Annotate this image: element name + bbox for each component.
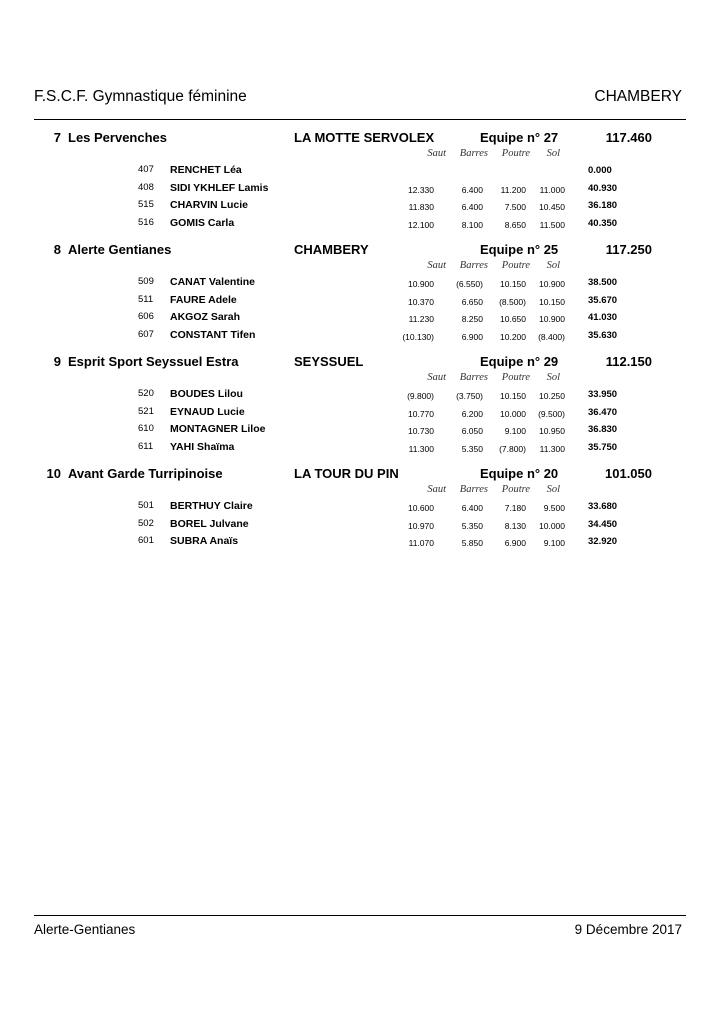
apparatus-label: Barres: [459, 372, 488, 383]
gymnast-row: [0, 292, 724, 310]
apparatus-label: Sol: [546, 372, 560, 383]
apparatus-score: 6.900: [461, 331, 483, 342]
apparatus-label: Saut: [427, 148, 446, 159]
apparatus-label: Poutre: [501, 148, 530, 159]
apparatus-score: 5.350: [461, 443, 483, 454]
gymnast-number: 606: [138, 311, 154, 322]
team-block: [0, 242, 724, 344]
apparatus-score: 11.070: [408, 538, 434, 548]
apparatus-score: 8.130: [504, 520, 526, 531]
competition-date: 9 Décembre 2017: [574, 922, 682, 937]
apparatus-header: [0, 148, 724, 162]
team-city: LA MOTTE SERVOLEX: [294, 130, 435, 145]
apparatus-score: 11.830: [408, 202, 434, 212]
gymnast-name: BOREL Julvane: [170, 517, 249, 530]
apparatus-score: 10.950: [539, 426, 565, 436]
header-divider: [34, 119, 686, 120]
apparatus-score: 10.250: [539, 391, 565, 401]
gymnast-row: [0, 421, 724, 439]
apparatus-score: 10.150: [500, 391, 526, 401]
gymnast-total: 38.500: [588, 277, 618, 288]
apparatus-score: 10.900: [539, 314, 565, 324]
apparatus-score: 9.100: [543, 538, 565, 548]
page-footer: [34, 922, 682, 942]
apparatus-score: 6.400: [461, 503, 483, 513]
gymnast-total: 34.450: [588, 518, 618, 530]
gymnast-row: [0, 498, 724, 516]
gymnast-total: 36.180: [588, 200, 618, 211]
apparatus-label: Poutre: [501, 484, 530, 495]
team-number: Equipe n° 27: [480, 130, 559, 145]
team-total: 101.050: [605, 466, 652, 481]
gymnast-number: 610: [138, 423, 154, 434]
team-city: LA TOUR DU PIN: [294, 466, 399, 481]
team-number: Equipe n° 20: [480, 466, 559, 481]
apparatus-header: [0, 260, 724, 274]
team-number: Equipe n° 29: [480, 354, 559, 369]
gymnast-total: 36.830: [588, 424, 618, 435]
team-rank: 8: [53, 242, 61, 257]
gymnast-number: 515: [138, 199, 154, 210]
apparatus-score: 10.900: [539, 279, 565, 289]
team-city: SEYSSUEL: [294, 354, 364, 369]
team-total: 117.250: [605, 242, 652, 257]
gymnast-number: 407: [138, 164, 154, 175]
apparatus-score: 10.970: [408, 520, 434, 531]
gymnast-row: [0, 439, 724, 457]
gymnast-row: [0, 327, 724, 345]
apparatus-score: 5.850: [461, 538, 483, 548]
gymnast-row: [0, 386, 724, 404]
gymnast-number: 511: [138, 293, 154, 305]
apparatus-label: Saut: [427, 372, 446, 383]
team-header: [0, 130, 724, 148]
apparatus-label: Barres: [459, 484, 488, 495]
gymnast-name: SIDI YKHLEF Lamis: [170, 181, 269, 194]
apparatus-score: (9.800): [407, 391, 434, 401]
apparatus-score: 6.400: [461, 202, 483, 212]
apparatus-score: 8.650: [504, 219, 526, 230]
apparatus-score: 10.730: [408, 426, 434, 436]
gymnast-row: [0, 404, 724, 422]
apparatus-score: 10.150: [500, 279, 526, 289]
apparatus-score: (9.500): [538, 408, 565, 419]
team-number: Equipe n° 25: [480, 242, 559, 257]
team-total: 117.460: [605, 130, 652, 145]
apparatus-score: 6.650: [461, 296, 483, 307]
federation-title: F.S.C.F. Gymnastique féminine: [34, 88, 247, 105]
apparatus-score: 10.600: [408, 503, 434, 513]
apparatus-score: 7.180: [504, 503, 526, 513]
apparatus-label: Sol: [546, 484, 560, 495]
gymnast-row: [0, 533, 724, 551]
gymnast-row: [0, 197, 724, 215]
team-name: Esprit Sport Seyssuel Estra: [68, 354, 239, 369]
gymnast-total: 35.750: [588, 441, 618, 453]
team-name: Alerte Gentianes: [68, 242, 172, 257]
apparatus-score: 10.770: [408, 408, 434, 419]
apparatus-score: 6.400: [461, 184, 483, 195]
gymnast-name: SUBRA Anaïs: [170, 535, 239, 547]
apparatus-score: 5.350: [461, 520, 483, 531]
gymnast-name: FAURE Adele: [170, 293, 237, 306]
gymnast-number: 516: [138, 216, 154, 228]
apparatus-label: Saut: [427, 484, 446, 495]
apparatus-score: 12.330: [408, 184, 434, 195]
team-total: 112.150: [605, 354, 652, 369]
team-rank: 10: [46, 466, 61, 481]
gymnast-number: 408: [138, 181, 154, 193]
footer-divider: [34, 915, 686, 916]
team-name: Avant Garde Turripinoise: [68, 466, 223, 481]
apparatus-score: 10.900: [408, 279, 434, 289]
apparatus-label: Poutre: [501, 260, 530, 271]
gymnast-number: 520: [138, 388, 154, 399]
apparatus-score: (8.500): [499, 296, 526, 307]
apparatus-label: Poutre: [501, 372, 530, 383]
gymnast-row: [0, 309, 724, 327]
gymnast-name: AKGOZ Sarah: [170, 311, 241, 323]
gymnast-number: 607: [138, 328, 154, 340]
gymnast-number: 521: [138, 405, 154, 417]
apparatus-score: 11.200: [500, 184, 526, 195]
page-header: [34, 88, 682, 110]
apparatus-score: 6.900: [504, 538, 526, 548]
team-block: [0, 466, 724, 551]
apparatus-score: 11.000: [539, 184, 565, 195]
apparatus-score: 10.650: [500, 314, 526, 324]
team-block: [0, 354, 724, 456]
apparatus-score: 6.050: [461, 426, 483, 436]
apparatus-score: (3.750): [456, 391, 483, 401]
competition-location: CHAMBERY: [594, 88, 682, 105]
gymnast-total: 40.350: [588, 217, 618, 229]
apparatus-score: 10.450: [539, 202, 565, 212]
gymnast-name: YAHI Shaïma: [170, 440, 235, 453]
team-name: Les Pervenches: [68, 130, 168, 145]
apparatus-header: [0, 372, 724, 386]
gymnast-row: [0, 274, 724, 292]
gymnast-name: CONSTANT Tifen: [170, 328, 256, 341]
apparatus-label: Sol: [546, 260, 560, 271]
gymnast-total: 35.630: [588, 329, 618, 341]
apparatus-label: Saut: [427, 260, 446, 271]
gymnast-total: 40.930: [588, 182, 618, 194]
team-rank: 7: [53, 130, 61, 145]
apparatus-score: 10.370: [408, 296, 434, 307]
team-header: [0, 466, 724, 484]
gymnast-number: 611: [138, 440, 154, 452]
gymnast-name: EYNAUD Lucie: [170, 405, 245, 418]
apparatus-score: (10.130): [402, 331, 434, 342]
gymnast-total: 41.030: [588, 312, 618, 323]
apparatus-header: [0, 484, 724, 498]
gymnast-total: 35.670: [588, 294, 618, 306]
gymnast-total: 33.950: [588, 389, 618, 400]
apparatus-score: 10.000: [500, 408, 526, 419]
apparatus-score: 9.100: [504, 426, 526, 436]
gymnast-total: 36.470: [588, 406, 618, 418]
gymnast-total: 0.000: [588, 165, 612, 176]
apparatus-score: 10.200: [500, 331, 526, 342]
apparatus-score: 11.500: [539, 219, 565, 230]
apparatus-score: 12.100: [408, 219, 434, 230]
apparatus-score: 10.150: [539, 296, 565, 307]
gymnast-name: CHARVIN Lucie: [170, 199, 248, 211]
club-name: Alerte-Gentianes: [34, 922, 136, 937]
apparatus-score: 8.100: [461, 219, 483, 230]
gymnast-number: 502: [138, 517, 154, 529]
apparatus-label: Barres: [459, 260, 488, 271]
apparatus-score: (6.550): [456, 279, 483, 289]
apparatus-label: Barres: [459, 148, 488, 159]
apparatus-score: 8.250: [461, 314, 483, 324]
gymnast-name: BERTHUY Claire: [170, 500, 253, 512]
gymnast-total: 32.920: [588, 536, 618, 547]
team-city: CHAMBERY: [294, 242, 369, 257]
gymnast-row: [0, 180, 724, 198]
team-rank: 9: [53, 354, 61, 369]
team-header: [0, 354, 724, 372]
apparatus-score: 11.230: [408, 314, 434, 324]
team-block: [0, 130, 724, 232]
gymnast-name: CANAT Valentine: [170, 276, 255, 288]
apparatus-score: 11.300: [408, 443, 434, 454]
apparatus-score: 10.000: [539, 520, 565, 531]
apparatus-score: 11.300: [539, 443, 565, 454]
apparatus-score: (8.400): [538, 331, 565, 342]
gymnast-name: RENCHET Léa: [170, 164, 242, 176]
gymnast-row: [0, 162, 724, 180]
gymnast-name: MONTAGNER Liloe: [170, 423, 266, 435]
gymnast-number: 509: [138, 276, 154, 287]
apparatus-score: 6.200: [461, 408, 483, 419]
apparatus-score: 7.500: [504, 202, 526, 212]
gymnast-row: [0, 215, 724, 233]
team-header: [0, 242, 724, 260]
gymnast-number: 501: [138, 500, 154, 511]
gymnast-row: [0, 516, 724, 534]
gymnast-total: 33.680: [588, 501, 618, 512]
gymnast-name: GOMIS Carla: [170, 216, 235, 229]
apparatus-score: 9.500: [543, 503, 565, 513]
apparatus-label: Sol: [546, 148, 560, 159]
gymnast-number: 601: [138, 535, 154, 546]
gymnast-name: BOUDES Lilou: [170, 388, 243, 400]
apparatus-score: (7.800): [499, 443, 526, 454]
